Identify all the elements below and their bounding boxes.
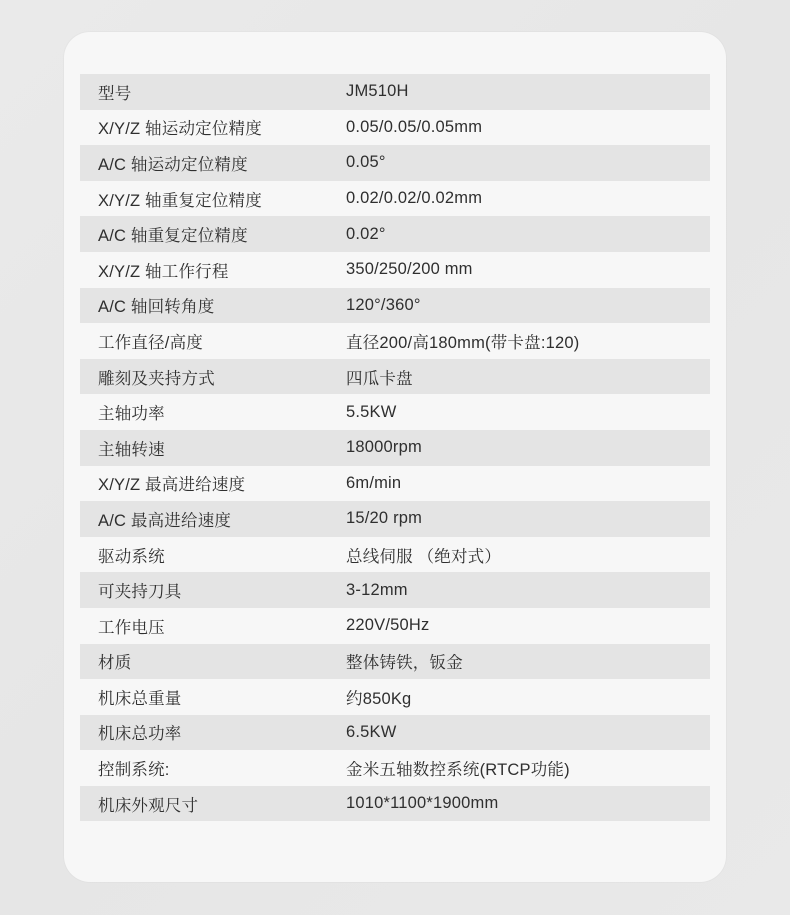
table-row: [80, 715, 710, 751]
table-row: [80, 608, 710, 644]
spec-label: X/Y/Z 轴工作行程: [98, 262, 229, 281]
table-row: [80, 74, 710, 110]
table-row: [80, 145, 710, 181]
spec-value: 350/250/200 mm: [346, 260, 473, 279]
spec-value: 18000rpm: [332, 430, 710, 466]
table-row: [80, 750, 710, 786]
table-row: [80, 216, 710, 252]
table-row: [80, 323, 710, 359]
spec-label: A/C 轴回转角度: [80, 288, 332, 324]
spec-label: 主轴转速: [80, 430, 332, 466]
spec-value: 3-12mm: [332, 572, 710, 608]
table-row: [80, 501, 710, 537]
spec-label: 主轴功率: [98, 405, 165, 424]
spec-value: 5.5KW: [346, 402, 397, 421]
spec-value: 约850Kg: [346, 689, 412, 708]
spec-value: 四瓜卡盘: [332, 359, 710, 395]
table-row: [80, 786, 710, 822]
table-row: [80, 537, 710, 573]
spec-label: 型号: [80, 74, 332, 110]
table-row: [80, 466, 710, 502]
table-row: [80, 110, 710, 146]
spec-value: 0.05/0.05/0.05mm: [346, 117, 483, 136]
spec-value: 总线伺服 （绝对式）: [346, 547, 502, 566]
spec-value: 15/20 rpm: [332, 501, 710, 537]
spec-label: A/C 最高进给速度: [80, 501, 332, 537]
spec-label: 驱动系统: [98, 547, 165, 566]
spec-value: 6m/min: [346, 473, 402, 492]
spec-label: 机床外观尺寸: [80, 786, 332, 822]
spec-label: 控制系统:: [98, 761, 170, 780]
spec-value: 220V/50Hz: [346, 616, 430, 635]
table-row: [80, 679, 710, 715]
spec-label: 材质: [80, 644, 332, 680]
table-row: [80, 394, 710, 430]
spec-label: 机床总功率: [80, 715, 332, 751]
table-row: [80, 644, 710, 680]
spec-label: 工作直径/高度: [98, 333, 203, 352]
spec-value: 0.05°: [332, 145, 710, 181]
spec-value: 0.02°: [332, 216, 710, 252]
spec-label: X/Y/Z 轴运动定位精度: [98, 120, 262, 139]
spec-label: A/C 轴重复定位精度: [80, 216, 332, 252]
spec-value: 整体铸铁，钣金: [332, 644, 710, 680]
table-row: [80, 252, 710, 288]
spec-value: 0.02/0.02/0.02mm: [346, 189, 483, 208]
spec-label: X/Y/Z 最高进给速度: [98, 476, 246, 495]
table-row: [80, 181, 710, 217]
spec-label: 机床总重量: [98, 689, 182, 708]
specification-table: [80, 74, 710, 821]
table-row: [80, 430, 710, 466]
spec-value: 直径200/高180mm(带卡盘:120): [346, 333, 580, 352]
spec-label: X/Y/Z 轴重复定位精度: [98, 191, 262, 210]
spec-value: 6.5KW: [332, 715, 710, 751]
spec-label: A/C 轴运动定位精度: [80, 145, 332, 181]
spec-value: JM510H: [332, 74, 710, 110]
spec-label: 工作电压: [98, 618, 165, 637]
spec-label: 雕刻及夹持方式: [80, 359, 332, 395]
spec-card: [64, 32, 726, 882]
table-row: [80, 359, 710, 395]
spec-value: 金米五轴数控系统(RTCP功能): [346, 761, 570, 780]
specification-table-body: [80, 74, 710, 821]
table-row: [80, 288, 710, 324]
spec-value: 1010*1100*1900mm: [332, 786, 710, 822]
spec-value: 120°/360°: [332, 288, 710, 324]
spec-label: 可夹持刀具: [80, 572, 332, 608]
table-row: [80, 572, 710, 608]
